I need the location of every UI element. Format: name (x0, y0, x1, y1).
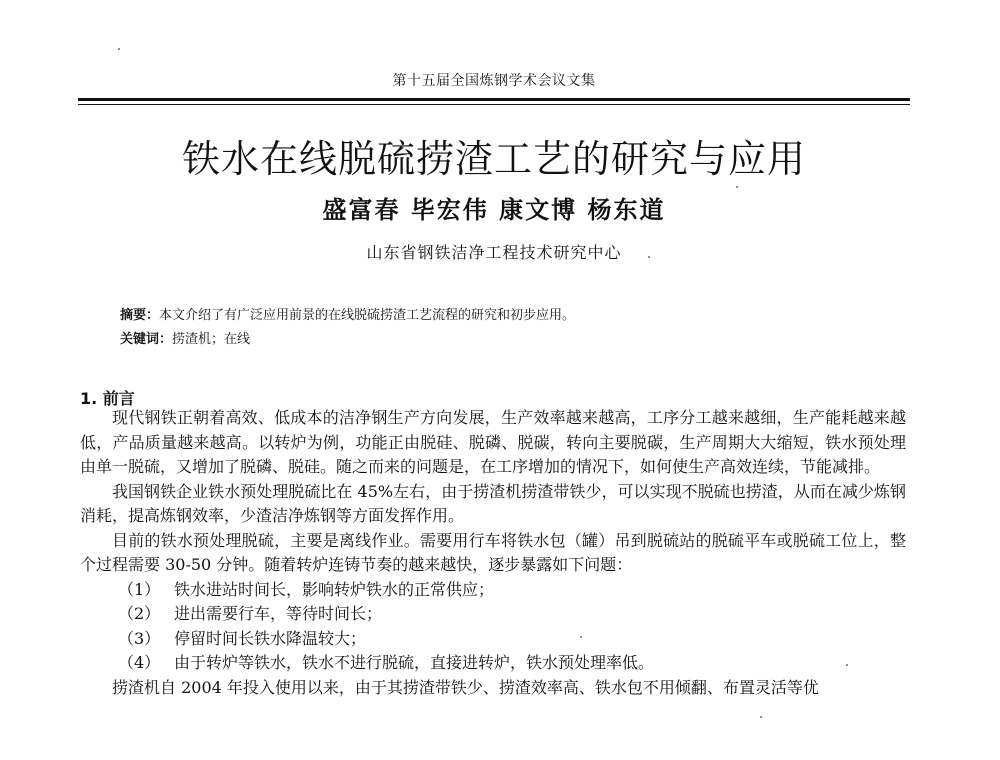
header-rule-thick (78, 98, 910, 101)
paragraph-1: 现代钢铁正朝着高效、低成本的洁净钢生产方向发展，生产效率越来越高，工序分工越来越细，生产能耗越来越低，产品质量越来越高。以转炉为例，功能正由脱硅、脱磷、脱碳，转向主要脱碳，生产周期大大缩短，铁水预处理由单一脱硫，又增加了脱磷、脱硅。随之而来的问题是，在工序增加的情况下，如何使生产高效连续，节能减排。 (80, 408, 906, 476)
abstract-text: 本文介绍了有广泛应用前景的在线脱硫捞渣工艺流程的研究和初步应用。 (159, 308, 576, 323)
list-item-text: 铁水进站时间长，影响转炉铁水的正常供应； (174, 579, 495, 599)
scan-speck (846, 664, 848, 666)
paragraph-3: 目前的铁水预处理脱硫，主要是离线作业。需要用行车将铁水包（罐）吊到脱硫站的脱硫平车或脱硫工位上，整个过程需要 30-50 分钟。随着转炉连铸节奏的越来越快，逐步暴露如下问题： (80, 530, 906, 574)
list-item-1 (80, 578, 906, 603)
list-item-number: （3） (118, 628, 161, 648)
header-rule-thin (78, 104, 910, 105)
list-item-text: 由于转炉等铁水，铁水不进行脱硫，直接进转炉，铁水预处理率低。 (174, 653, 655, 672)
keywords-label: 关键词： (120, 332, 173, 347)
scan-speck (760, 716, 762, 718)
scan-speck (580, 636, 582, 638)
paper-affiliation: 山东省钢铁洁净工程技术研究中心 (366, 243, 622, 262)
paragraph-2: 我国钢铁企业铁水预处理脱硫比在 45%左右，由于捞渣机捞渣带铁少，可以实现不脱硫也捞渣，从而在减少炼钢消耗，提高炼钢效率，少渣洁净炼钢等方面发挥作用。 (80, 481, 906, 525)
paragraph-4: 捞渣机自 2004 年投入使用以来，由于其捞渣带铁少、捞渣效率高、铁水包不用倾翻、布置灵活等优 (112, 677, 819, 697)
section-body (80, 406, 906, 700)
list-item-number: （4） (118, 653, 161, 672)
list-item-2 (80, 602, 906, 627)
abstract-line (120, 304, 900, 328)
scan-speck (648, 256, 650, 258)
list-item-text: 进出需要行车，等待时间长； (174, 604, 383, 623)
running-header: 第十五届全国炼钢学术会议文集 (392, 73, 596, 89)
list-item-text: 停留时间长铁水降温较大； (174, 628, 367, 648)
scan-speck (118, 48, 120, 50)
list-item-3 (80, 627, 906, 652)
list-item-number: （2） (118, 604, 161, 623)
keywords-text: 捞渣机；在线 (172, 332, 251, 347)
paper-title: 铁水在线脱硫捞渣工艺的研究与应用 (181, 137, 806, 181)
section-heading-intro: 1. 前言 (80, 389, 135, 408)
list-item-number: （1） (118, 579, 161, 599)
keywords-line (120, 328, 900, 352)
abstract-block (120, 304, 900, 352)
scan-speck (736, 186, 738, 188)
list-item-4 (80, 651, 906, 676)
abstract-label: 摘要： (120, 308, 160, 323)
paper-authors: 盛富春 毕宏伟 康文博 杨东道 (322, 195, 666, 224)
